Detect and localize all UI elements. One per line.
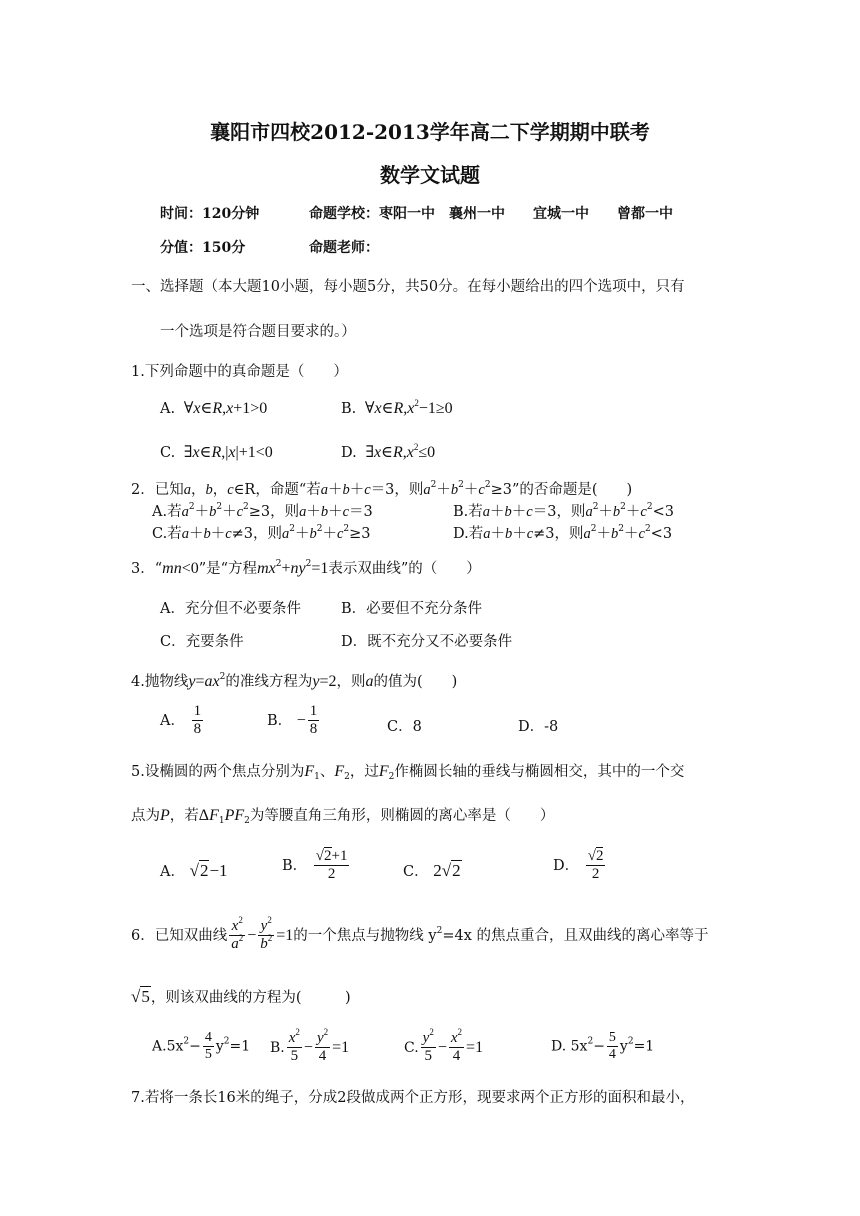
stem-part: 作椭圆长轴的垂线与椭圆相交，其中的一个交 (394, 764, 685, 780)
option-label: A． (160, 864, 185, 880)
question-5-option-d: D． $\frac{√2}{2}$ (553, 848, 604, 883)
option-label: C． (403, 864, 429, 880)
question-5-line1: 5.设椭圆的两个焦点分别为$F_1$、$F_2$，过$F_2$作椭圆长轴的垂线与椭圆相交，其中的一个交 (131, 763, 685, 782)
stem-part: ，若 (169, 808, 199, 824)
stem-part: 为等腰直角三角形，则椭圆的离心率是（ ） (249, 808, 555, 824)
question-3-option-d: D．既不充分又不必要条件 (341, 634, 513, 650)
option-label: B. (270, 1039, 285, 1056)
question-1-option-b: B. $\forall x\in R,x^2-1\ge 0$ (341, 398, 453, 417)
stem-part: ，则 (394, 482, 424, 498)
stem-part: 3．“ (131, 561, 163, 577)
option-label: B． (267, 712, 293, 729)
question-3-option-b: B．必要但不充分条件 (341, 601, 483, 617)
option-label: A.若 (152, 504, 182, 520)
question-4-option-c: C．8 (387, 719, 422, 735)
question-1-option-d: D. $\exists x\in R,x^2\le 0$ (341, 442, 436, 461)
stem-part: 的值为( ) (373, 674, 458, 690)
question-3-stem: 3．“mn<0”是“方程$mx^2+ny^2=1$表示双曲线”的（ ） (131, 559, 481, 577)
stem-part: ，则 (336, 674, 366, 690)
question-1-option-a: A. ∀x∈R,x+1>0 (160, 400, 268, 417)
question-4-option-b: B． − $\frac{1}{8}$ (267, 703, 318, 738)
question-1-stem: 1.下列命题中的真命题是（ ） (131, 364, 348, 380)
option-label: B. (341, 401, 357, 417)
question-2-stem: 2．已知a，b，c∈R，命题“若a＋b＋c＝3，则$a^2+b^2+c^2\ge 3$”的否命题是( ) (131, 480, 633, 498)
exam-score: 分值：150分 (160, 240, 246, 256)
question-4-option-d: D．-8 (518, 719, 559, 735)
question-5-line2: 点为P，若$\Delta F_1PF_2$为等腰直角三角形，则椭圆的离心率是（ ） (131, 807, 555, 826)
question-2-option-a: A.若$a^2+b^2+c^2\ge 3$，则a＋b＋c＝3 (152, 502, 373, 520)
option-label: A． (160, 712, 185, 729)
stem-part: ”的否命题是( ) (511, 482, 633, 498)
section-header-line2: 一个选项是符合题目要求的。） (160, 324, 356, 340)
stem-part: ，过 (349, 764, 379, 780)
exam-schools: 命题学校：枣阳一中 襄州一中 宜城一中 曾都一中 (309, 206, 673, 222)
option-text: ，则 (554, 526, 584, 542)
option-label: A. (152, 1038, 167, 1055)
stem-part: 5.设椭圆的两个焦点分别为 (131, 764, 305, 780)
question-6-option-a: $A.5x^2-$ $\frac{4}{5}$ $y^2=1$ (152, 1030, 251, 1063)
question-2-option-d: D.若a＋b＋c≠3，则$a^2+b^2+c^2<3$ (453, 524, 673, 542)
question-6-line1: 6．已知双曲线 $\frac{x^2}{a^2}$ − $\frac{y^2}{b^2}$ =1的一个焦点与抛物线 $y^2=4x$ 的焦点重合，且双曲线的离心率等于 (131, 915, 709, 953)
section-header-line1: 一、选择题（本大题10小题，每小题5分，共50分。在每小题给出的四个选项中，只有 (131, 279, 685, 295)
option-label: D. (341, 445, 357, 461)
option-label: C.若 (152, 526, 182, 542)
option-text: ，则 (253, 526, 282, 542)
stem-part: 4.抛物线 (131, 674, 189, 690)
option-label: D. (551, 1038, 567, 1055)
question-4-option-a: A． $\frac{1}{8}$ (160, 703, 202, 738)
question-5-option-b: B． $\frac{√2+1}{2}$ (282, 848, 348, 883)
question-6-option-c: C. $\frac{y^2}{5}$ − $\frac{x^2}{4}$ =1 (404, 1027, 484, 1065)
option-text: ，则 (270, 504, 300, 520)
question-6-option-d: D. $5x^2-$ $\frac{5}{4}$ $y^2=1$ (551, 1030, 655, 1063)
stem-part: 的一个焦点与抛物线 y (293, 927, 437, 944)
question-4-stem: 4.抛物线$y=ax^2$的准线方程为y=2，则a的值为( ) (131, 672, 458, 690)
option-label: B.若 (453, 504, 483, 520)
stem-part: ，则该双曲线的方程为( ) (150, 990, 351, 1006)
question-5-option-c: C． 2√2 (403, 861, 461, 880)
option-label: C. (404, 1039, 419, 1056)
stem-part: 6．已知双曲线 (131, 927, 228, 944)
option-text: ，则 (556, 504, 586, 520)
question-5-option-a: A． √2−1 (160, 861, 228, 880)
question-6-line2: √5，则该双曲线的方程为( ) (131, 987, 351, 1006)
question-6-option-b: B. $\frac{x^2}{5}$ − $\frac{y^2}{4}$ =1 (270, 1027, 350, 1065)
question-1-option-c: C. ∃x∈R,|x|+1<0 (160, 444, 273, 461)
stem-part: 点为 (131, 808, 160, 824)
question-3-option-a: A．充分但不必要条件 (160, 601, 301, 617)
question-7-stem: 7.若将一条长16米的绳子，分成2段做成两个正方形，现要求两个正方形的面积和最小， (131, 1090, 695, 1106)
stem-part: 的准线方程为 (225, 674, 313, 690)
option-label: C. (160, 445, 176, 461)
exam-time: 时间：120分钟 (160, 206, 260, 222)
option-label: D． (553, 857, 580, 874)
option-label: B． (282, 857, 308, 874)
stem-part: =4x 的焦点重合，且双曲线的离心率等于 (442, 927, 709, 944)
option-label: A. (160, 401, 176, 417)
page-title: 襄阳市四校2012-2013学年高二下学期期中联考 (210, 120, 650, 144)
page-subtitle: 数学文试题 (380, 163, 480, 187)
stem-part: ”是“方程 (198, 561, 258, 577)
stem-part: ，命题“若 (255, 482, 321, 498)
option-label: D.若 (453, 526, 484, 542)
question-3-option-c: C．充要条件 (160, 634, 244, 650)
stem-part: 2．已知 (131, 482, 184, 498)
exam-teacher: 命题老师： (309, 240, 379, 256)
question-2-option-b: B.若a＋b＋c＝3，则$a^2+b^2+c^2<3$ (453, 502, 674, 520)
stem-part: 表示双曲线”的（ ） (328, 561, 481, 577)
stem-part: 、 (319, 764, 335, 780)
question-2-option-c: C.若a＋b＋c≠3，则$a^2+b^2+c^2\ge 3$ (152, 524, 371, 542)
